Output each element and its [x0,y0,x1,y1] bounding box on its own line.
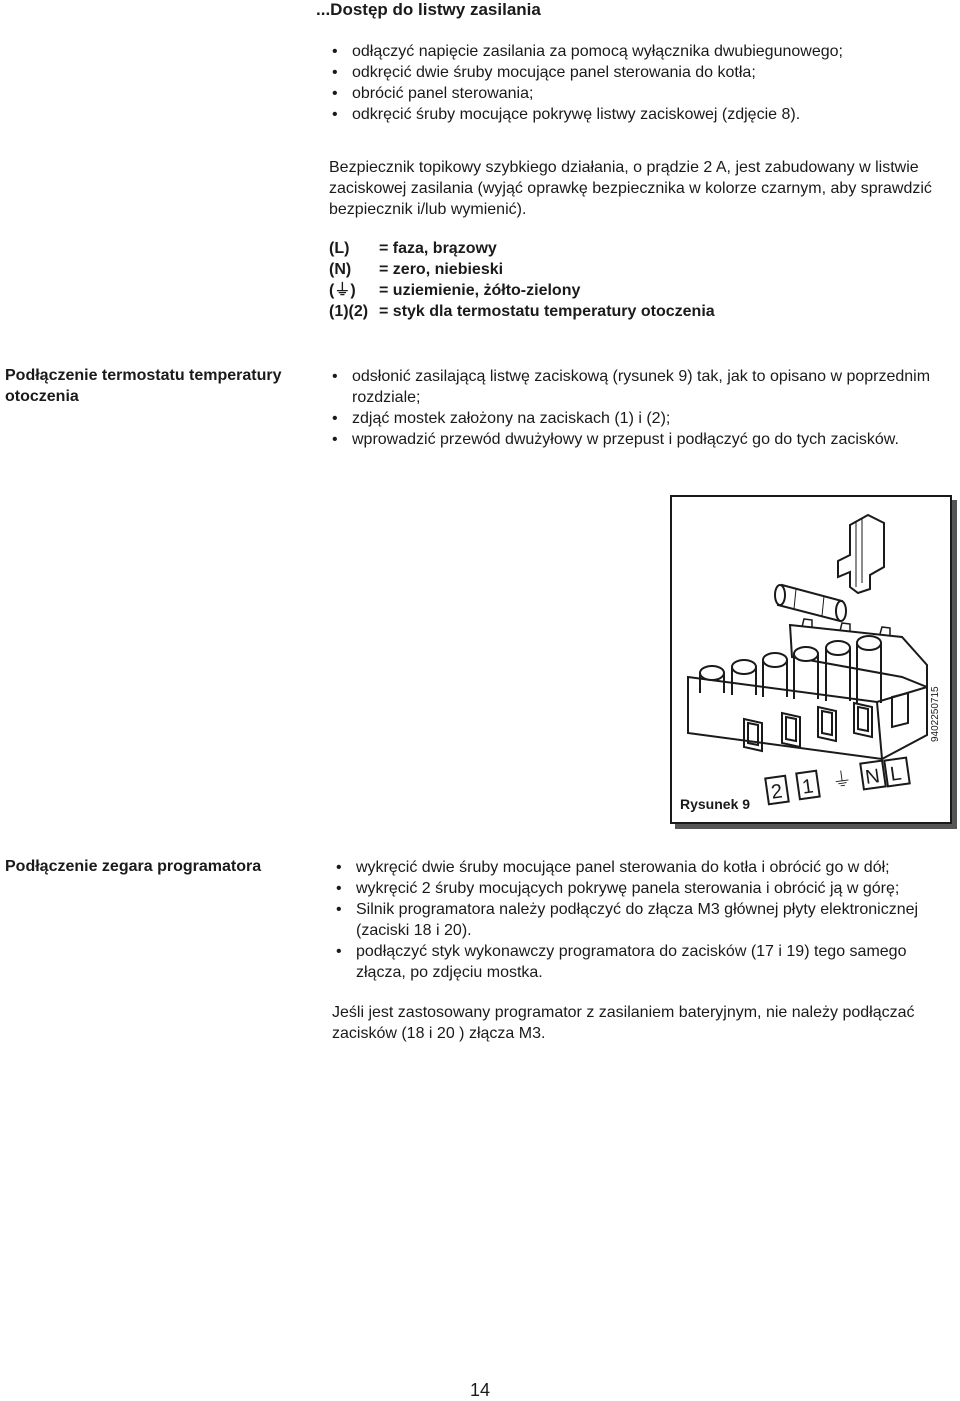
legend-desc: = zero, niebieski [379,261,504,278]
fuse-paragraph: Bezpiecznik topikowy szybkiego działania, o prądzie 2 A, jest zabudowany w listwie zaciskowej zasilania (wyjąć oprawkę bezpiecznika w kolorze czarnym, aby sprawdzić bezpiecznik i/lub wymienić). [329,159,932,218]
legend-code: (⏚) [329,282,356,299]
legend-code: (L) [329,240,350,257]
terminal-label: ⏚ [830,768,854,793]
legend-row [329,301,715,322]
list-item: • zdjąć mostek założony na zaciskach (1) i (2); [332,408,937,429]
legend-desc: = styk dla termostatu temperatury otoczenia [379,303,715,320]
list-item: • odkręcić śruby mocujące pokrywę listwy zaciskowej (zdjęcie 8). [332,104,932,125]
section-title-room-thermostat: Podłączenie termostatu temperatury otoczenia [5,367,282,405]
section-title-programmer: Podłączenie zegara programatora [5,858,262,875]
terminal-label: N [863,765,882,789]
programmer-steps [336,857,936,983]
section-title-power-strip: ...Dostęp do listwy zasilania [316,0,541,19]
legend-row [329,238,715,259]
terminal-block-drawing [672,497,950,822]
list-item: • odsłonić zasilającą listwę zaciskową (rysunek 9) tak, jak to opisano w poprzednim rozdziale; [332,366,937,408]
thermostat-steps [332,366,937,450]
terminal-label: 1 [800,775,815,799]
figure-terminal-block [670,495,952,824]
figure-caption: Rysunek 9 [680,796,751,812]
terminal-label: 2 [769,780,784,804]
list-item: • podłączyć styk wykonawczy programatora do zacisków (17 i 19) tego samego złącza, po zdjęciu mostka. [336,941,936,983]
legend-code: (N) [329,261,352,278]
list-item: • wykręcić dwie śruby mocujące panel sterowania do kotła i obrócić go w dół; [336,857,936,878]
power-strip-steps [332,41,932,125]
list-item: • odkręcić dwie śruby mocujące panel sterowania do kotła; [332,62,932,83]
list-item: • Silnik programatora należy podłączyć do złącza M3 głównej płyty elektronicznej (zaciski 18 i 20). [336,899,936,941]
figure-code: 9402250715 [930,686,941,742]
terminal-label: L [888,762,903,786]
legend-row [329,280,715,301]
legend-desc: = faza, brązowy [379,240,497,257]
list-item: • obrócić panel sterowania; [332,83,932,104]
list-item: • wprowadzić przewód dwużyłowy w przepust i podłączyć go do tych zacisków. [332,429,937,450]
legend-code: (1)(2) [329,303,369,320]
legend-row [329,259,715,280]
battery-programmer-note: Jeśli jest zastosowany programator z zasilaniem bateryjnym, nie należy podłączać zacisków (18 i 20 ) złącza M3. [332,1004,915,1042]
page-number: 14 [469,1380,491,1400]
list-item: • wykręcić 2 śruby mocujących pokrywę panela sterowania i obrócić ją w górę; [336,878,936,899]
wire-legend [329,238,715,322]
legend-desc: = uziemienie, żółto-zielony [379,282,581,299]
list-item: • odłączyć napięcie zasilania za pomocą wyłącznika dwubiegunowego; [332,41,932,62]
